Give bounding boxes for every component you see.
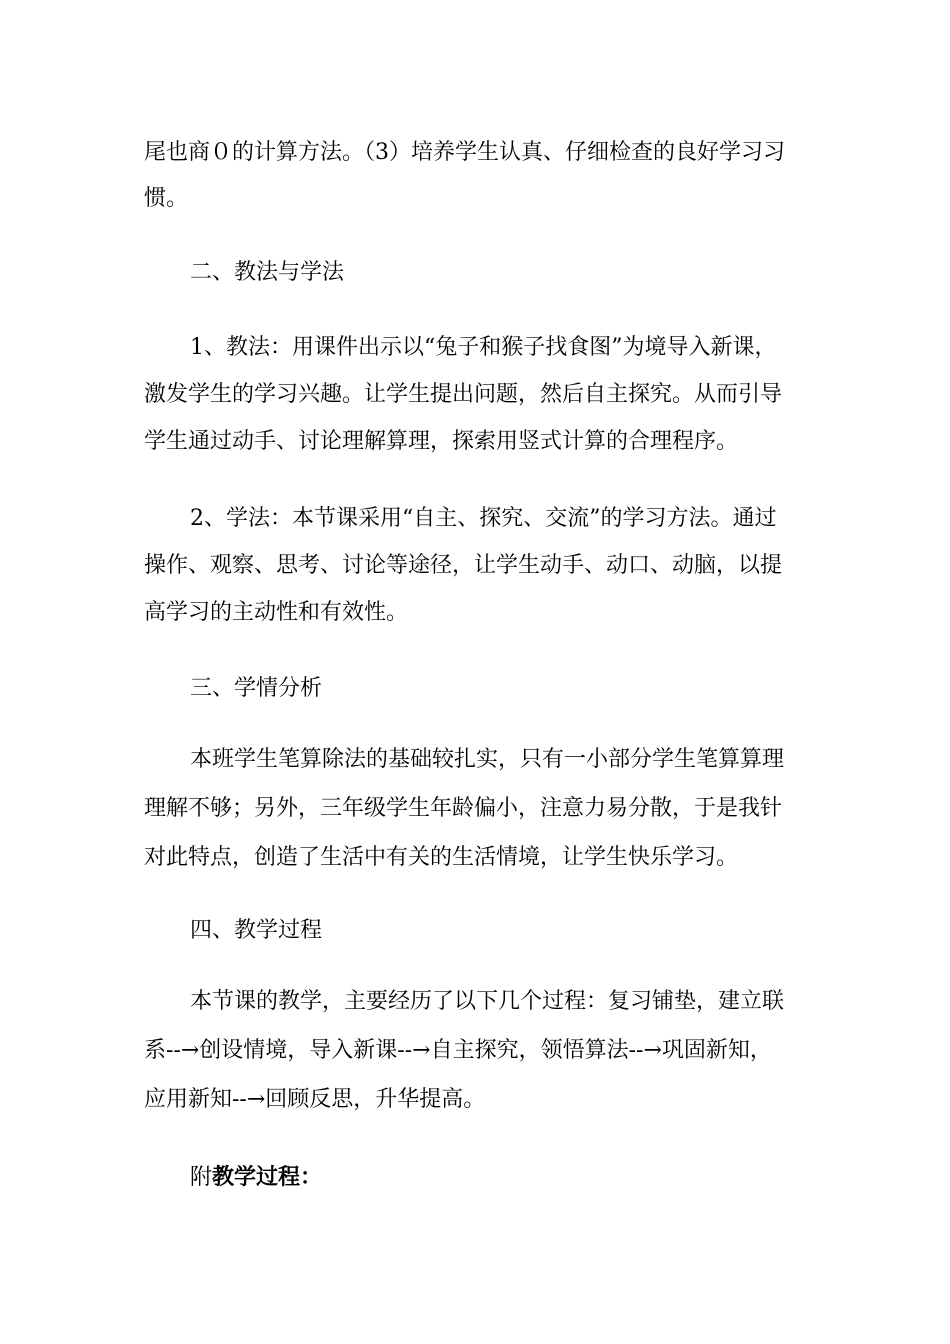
section-heading-analysis: 三、学情分析	[190, 676, 323, 701]
section-heading-process: 四、教学过程	[190, 918, 323, 943]
appendix-heading	[0, 1162, 950, 1193]
analysis-line-3: 对此特点，创造了生活中有关的生活情境，让学生快乐学习。	[144, 845, 739, 870]
objective-tail-line-1: 尾也商０的计算方法。（3）培养学生认真、仔细检查的良好学习习	[144, 140, 785, 165]
process-line-2: 系--→创设情境，导入新课--→自主探究，领悟算法--→巩固新知，	[144, 1038, 772, 1063]
teaching-method-line-2: 激发学生的学习兴趣。让学生提出问题，然后自主探究。从而引导	[144, 382, 783, 407]
process-line-1: 本节课的教学，主要经历了以下几个过程：复习铺垫，建立联	[190, 989, 785, 1014]
learning-method-line-3: 高学习的主动性和有效性。	[144, 600, 409, 625]
analysis-line-1: 本班学生笔算除法的基础较扎实，只有一小部分学生笔算算理	[190, 747, 785, 772]
learning-method-line-1: 2、学法：本节课采用“自主、探究、交流”的学习方法。通过	[190, 506, 777, 531]
objective-tail-line-2: 惯。	[144, 186, 189, 211]
appendix-bold-title: 教学过程：	[212, 1164, 323, 1190]
appendix-prefix: 附	[190, 1165, 213, 1190]
learning-method-line-2: 操作、观察、思考、讨论等途径，让学生动手、动口、动脑，以提	[144, 553, 783, 578]
process-line-3: 应用新知--→回顾反思，升华提高。	[144, 1087, 486, 1112]
analysis-line-2: 理解不够；另外，三年级学生年龄偏小，注意力易分散，于是我针	[144, 796, 783, 821]
teaching-method-line-1: 1、教法：用课件出示以“兔子和猴子找食图”为境导入新课，	[190, 335, 777, 360]
teaching-method-line-3: 学生通过动手、讨论理解算理，探索用竖式计算的合理程序。	[144, 429, 739, 454]
section-heading-methods: 二、教法与学法	[190, 260, 345, 285]
